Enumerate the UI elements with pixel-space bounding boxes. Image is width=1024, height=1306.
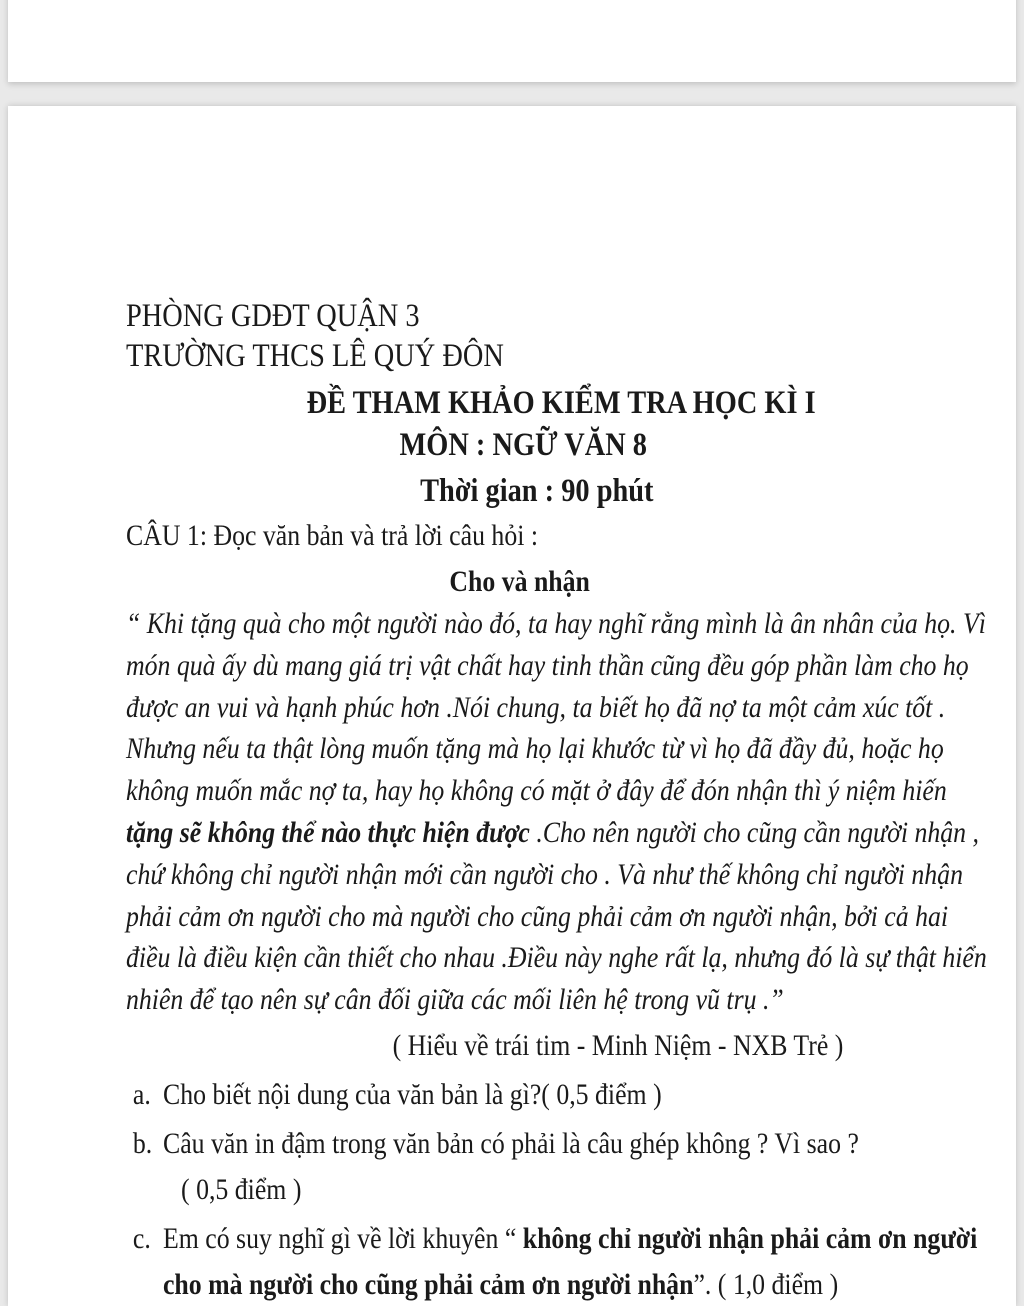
item-label: a. bbox=[132, 1077, 151, 1111]
passage-bold-line: không muốn mắc nợ ta, hay họ không có mặt ở đây để đón nhận thì ý niệm hiến bbox=[126, 774, 947, 808]
item-bold-text: cho mà người cho cũng phải cảm ơn người nhận bbox=[162, 1267, 694, 1301]
passage-line: chứ không chỉ người nhận mới cần người cho . Và như thế không chỉ người nhận bbox=[126, 857, 963, 891]
passage-bold-fragment: tặng sẽ không thể nào thực hiện được bbox=[126, 815, 530, 849]
passage-fragment: .Cho nên người cho cũng cần người nhận , bbox=[529, 815, 979, 849]
item-c bbox=[126, 1219, 978, 1259]
item-b bbox=[126, 1124, 859, 1164]
item-bold-text: không chỉ người nhận phải cảm ơn người bbox=[522, 1221, 978, 1255]
passage-source: ( Hiểu về trái tim - Minh Niệm - NXB Trẻ ) bbox=[392, 1028, 844, 1062]
passage-line: phải cảm ơn người cho mà người cho cũng phải cảm ơn người nhận, bởi cả hai bbox=[126, 899, 949, 933]
item-label: c. bbox=[132, 1221, 151, 1255]
time-limit: Thời gian : 90 phút bbox=[420, 473, 654, 509]
item-b-points: ( 0,5 điểm ) bbox=[181, 1172, 302, 1206]
passage-line: điều là điều kiện cần thiết cho nhau .Điều này nghe rất lạ, nhưng đó là sự thật hiển bbox=[126, 941, 987, 975]
school-name: TRƯỜNG THCS LÊ QUÝ ĐÔN bbox=[126, 338, 504, 374]
document-content bbox=[126, 296, 987, 1305]
passage-bold-line: Nhưng nếu ta thật lòng muốn tặng mà họ lại khước từ vì họ đã đầy đủ, hoặc họ bbox=[126, 732, 944, 766]
passage-line: món quà ấy dù mang giá trị vật chất hay tinh thần cũng đều góp phần làm cho họ bbox=[126, 648, 969, 682]
department-name: PHÒNG GDĐT QUẬN 3 bbox=[126, 298, 420, 334]
passage-line: được an vui và hạnh phúc hơn .Nói chung, ta biết họ đã nợ ta một cảm xúc tốt . bbox=[126, 690, 946, 724]
subject-title: MÔN : NGỮ VĂN 8 bbox=[399, 427, 647, 463]
passage-line: “ Khi tặng quà cho một người nào đó, ta hay nghĩ rằng mình là ân nhân của họ. Vì bbox=[126, 607, 986, 640]
previous-page bbox=[8, 0, 1016, 82]
passage-line: nhiên để tạo nên sự cân đối giữa các mối liên hệ trong vũ trụ .” bbox=[126, 983, 784, 1017]
document-page bbox=[8, 106, 1016, 1306]
item-a bbox=[126, 1075, 805, 1115]
passage-line bbox=[126, 813, 979, 853]
item-text: Câu văn in đậm trong văn bản có phải là câu ghép không ? Vì sao ? bbox=[162, 1126, 859, 1160]
item-text: Em có suy nghĩ gì về lời khuyên “ bbox=[162, 1221, 523, 1255]
item-c-continued bbox=[126, 1265, 839, 1305]
item-label: b. bbox=[132, 1126, 153, 1160]
item-text: ”. ( 1,0 điểm ) bbox=[693, 1267, 839, 1301]
item-text: Cho biết nội dung của văn bản là gì?( 0,5 điểm ) bbox=[162, 1077, 662, 1111]
exam-title: ĐỀ THAM KHẢO KIỂM TRA HỌC KÌ I bbox=[306, 385, 816, 421]
question-1: CÂU 1: Đọc văn bản và trả lời câu hỏi : bbox=[126, 519, 539, 552]
passage-title: Cho và nhận bbox=[449, 565, 590, 598]
